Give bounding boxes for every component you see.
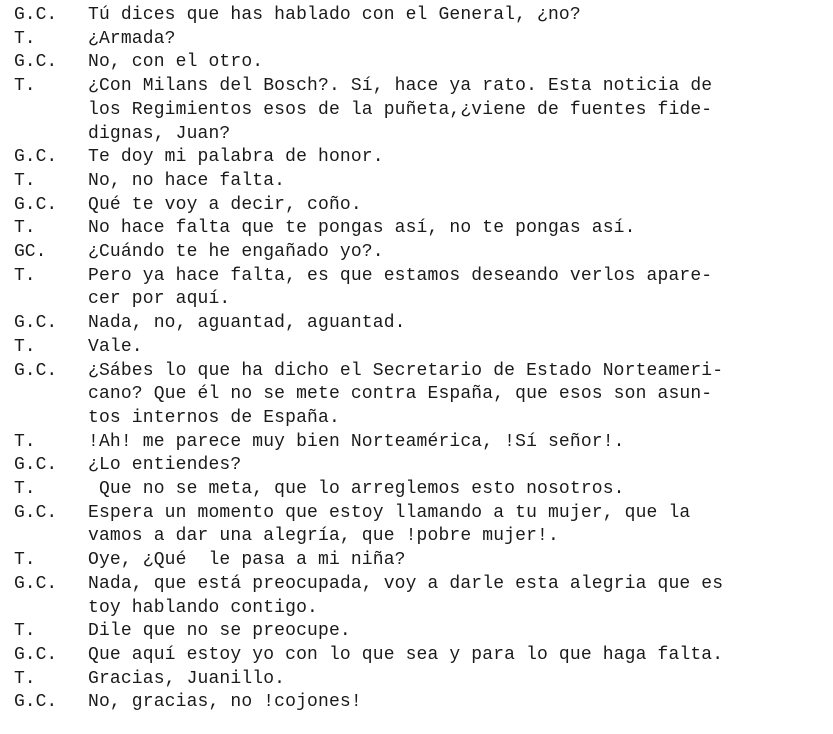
speaker-label: T. [14, 336, 36, 357]
speech-line: cer por aquí. [88, 289, 231, 310]
speech-text [88, 312, 829, 336]
dialogue-entry [14, 28, 829, 52]
speaker-label: T. [14, 28, 36, 49]
speech-text [88, 170, 829, 194]
dialogue-entry [14, 360, 829, 431]
speaker-label: G.C. [14, 455, 58, 476]
speech-line: dignas, Juan? [88, 123, 231, 144]
dialogue-entry [14, 4, 829, 28]
dialogue-entry [14, 644, 829, 668]
speech-text [88, 75, 829, 146]
speech-text [88, 549, 829, 573]
speech-line: ¿Armada? [88, 28, 176, 49]
speaker-label: T. [14, 170, 36, 191]
dialogue-entry [14, 478, 829, 502]
speaker-label: T. [14, 218, 36, 239]
speech-line: tos internos de España. [88, 407, 340, 428]
speaker-label: G.C. [14, 194, 58, 215]
speech-text [88, 4, 829, 28]
dialogue-entry [14, 51, 829, 75]
speech-line: toy hablando contigo. [88, 597, 318, 618]
speech-text [88, 668, 829, 692]
speaker-label: G.C. [14, 147, 58, 168]
speech-text [88, 360, 829, 431]
speaker-label: G.C. [14, 573, 58, 594]
speaker-label: T. [14, 431, 36, 452]
speech-line: Vale. [88, 336, 143, 357]
speech-line: Espera un momento que estoy llamando a tu mujer, que la [88, 502, 691, 523]
dialogue-entry [14, 573, 829, 620]
speech-line: ¿Sábes lo que ha dicho el Secretario de Estado Norteameri- [88, 360, 724, 381]
transcript [14, 4, 829, 715]
speech-line: Nada, que está preocupada, voy a darle esta alegria que es [88, 573, 724, 594]
speaker-label: T. [14, 621, 36, 642]
speech-text [88, 644, 829, 668]
dialogue-entry [14, 336, 829, 360]
speech-line: Pero ya hace falta, es que estamos deseando verlos apare- [88, 265, 713, 286]
speech-text [88, 241, 829, 265]
speech-line: Nada, no, aguantad, aguantad. [88, 313, 406, 334]
speaker-label: G.C. [14, 313, 58, 334]
speech-text [88, 336, 829, 360]
speech-line: No, con el otro. [88, 52, 264, 73]
speech-line: los Regimientos esos de la puñeta,¿viene de fuentes fide- [88, 99, 713, 120]
dialogue-entry [14, 620, 829, 644]
speaker-label: T. [14, 265, 36, 286]
speaker-label: T. [14, 76, 36, 97]
dialogue-entry [14, 146, 829, 170]
speech-line: Oye, ¿Qué le pasa a mi niña? [88, 550, 406, 571]
speech-text [88, 265, 829, 312]
speech-text [88, 573, 829, 620]
speech-text [88, 691, 829, 715]
speech-text [88, 217, 829, 241]
dialogue-entry [14, 194, 829, 218]
speech-text [88, 478, 829, 502]
speech-text [88, 194, 829, 218]
speech-line: ¿Lo entiendes? [88, 455, 242, 476]
speaker-label: GC. [14, 242, 47, 263]
dialogue-entry [14, 549, 829, 573]
speech-text [88, 502, 829, 549]
dialogue-entry [14, 431, 829, 455]
speaker-label: G.C. [14, 644, 58, 665]
dialogue-entry [14, 312, 829, 336]
speaker-label: G.C. [14, 360, 58, 381]
speech-line: vamos a dar una alegría, que !pobre mujer!. [88, 526, 559, 547]
speech-line: Que no se meta, que lo arreglemos esto nosotros. [88, 479, 625, 500]
speaker-label: G.C. [14, 52, 58, 73]
speech-line: No hace falta que te pongas así, no te pongas así. [88, 218, 636, 239]
speech-line: cano? Que él no se mete contra España, que esos son asun- [88, 384, 713, 405]
speech-line: Gracias, Juanillo. [88, 668, 286, 689]
speaker-label: T. [14, 550, 36, 571]
dialogue-entry [14, 668, 829, 692]
speech-text [88, 51, 829, 75]
speaker-label: G.C. [14, 502, 58, 523]
dialogue-entry [14, 691, 829, 715]
dialogue-entry [14, 217, 829, 241]
speech-text [88, 454, 829, 478]
speaker-label: G.C. [14, 692, 58, 713]
speech-line: !Ah! me parece muy bien Norteamérica, !Sí señor!. [88, 431, 625, 452]
speech-text [88, 146, 829, 170]
speech-line: Tú dices que has hablado con el General, ¿no? [88, 5, 581, 25]
speech-line: Te doy mi palabra de honor. [88, 147, 384, 168]
dialogue-entry [14, 502, 829, 549]
dialogue-entry [14, 170, 829, 194]
speech-text [88, 28, 829, 52]
speaker-label: G.C. [14, 5, 58, 25]
dialogue-entry [14, 265, 829, 312]
speech-text [88, 620, 829, 644]
dialogue-entry [14, 454, 829, 478]
speech-line: Dile que no se preocupe. [88, 621, 351, 642]
dialogue-entry [14, 75, 829, 146]
speaker-label: T. [14, 668, 36, 689]
speech-line: ¿Cuándo te he engañado yo?. [88, 242, 384, 263]
speech-line: Que aquí estoy yo con lo que sea y para lo que haga falta. [88, 644, 724, 665]
speech-line: No, gracias, no !cojones! [88, 692, 362, 713]
speaker-label: T. [14, 479, 36, 500]
speech-line: No, no hace falta. [88, 170, 286, 191]
speech-line: Qué te voy a decir, coño. [88, 194, 362, 215]
speech-text [88, 431, 829, 455]
dialogue-entry [14, 241, 829, 265]
speech-line: ¿Con Milans del Bosch?. Sí, hace ya rato. Esta noticia de [88, 76, 713, 97]
